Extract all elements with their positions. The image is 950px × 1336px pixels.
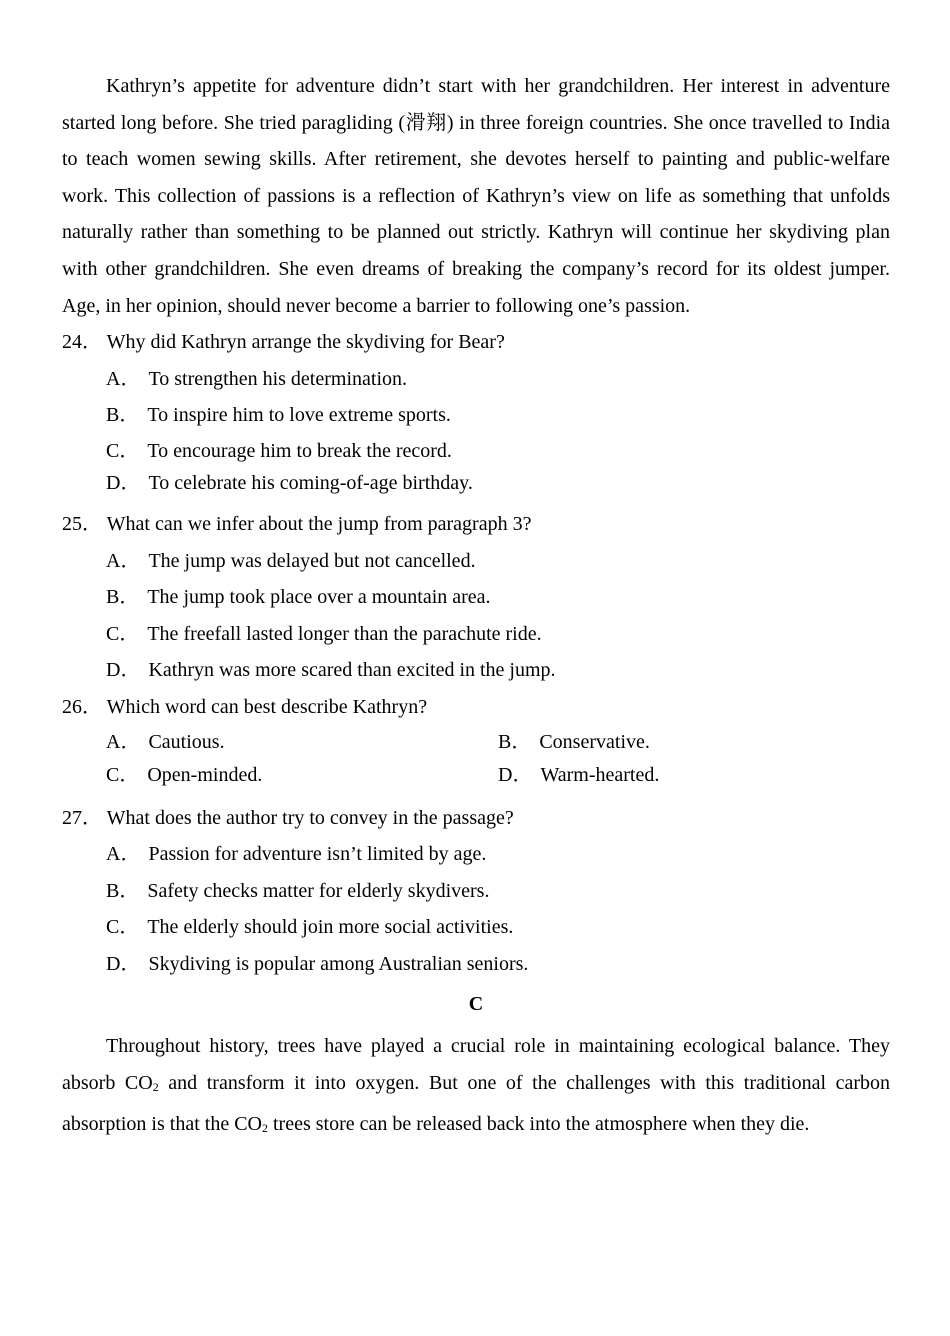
option-letter: B．	[106, 879, 140, 902]
subscript: 2	[152, 1080, 159, 1095]
question-text: Why did Kathryn arrange the skydiving for Bear?	[106, 331, 505, 354]
option-text: To celebrate his coming-of-age birthday.	[148, 471, 473, 494]
option-26-c[interactable]	[106, 759, 498, 792]
option-text: To encourage him to break the record.	[147, 439, 452, 462]
option-letter: A．	[106, 730, 141, 753]
option-text: The freefall lasted longer than the parachute ride.	[147, 622, 542, 645]
option-text: To strengthen his determination.	[148, 367, 407, 390]
option-text: Cautious.	[148, 730, 225, 753]
option-25-b[interactable]	[62, 579, 890, 616]
option-26-a[interactable]	[106, 726, 498, 759]
option-25-c[interactable]	[62, 616, 890, 653]
text-segment: Throughout history, trees have played a crucial role in maintaining ecological balance. They absorb CO	[62, 1035, 890, 1095]
question-number: 24．	[62, 331, 102, 354]
option-26-b[interactable]	[498, 726, 890, 759]
subscript: 2	[261, 1120, 268, 1135]
question-number: 25．	[62, 512, 102, 535]
question-24	[62, 324, 890, 361]
option-letter: C．	[106, 763, 140, 786]
exam-page	[62, 68, 890, 1146]
option-27-c[interactable]	[62, 909, 890, 946]
option-24-c[interactable]	[62, 434, 890, 468]
option-text: The elderly should join more social activities.	[147, 916, 514, 939]
options-row-1	[62, 726, 890, 759]
option-27-a[interactable]	[62, 836, 890, 873]
option-letter: D．	[106, 471, 141, 494]
option-letter: D．	[498, 763, 533, 786]
option-25-a[interactable]	[62, 543, 890, 580]
option-letter: C．	[106, 622, 140, 645]
option-letter: B．	[106, 404, 140, 427]
option-letter: A．	[106, 549, 141, 572]
option-25-d[interactable]	[62, 652, 890, 689]
option-text: Conservative.	[539, 730, 650, 753]
passage-paragraph: Kathryn’s appetite for adventure didn’t start with her grandchildren. Her interest in adventure started long before. She tried paragliding (滑翔) in three foreign countries. She once travelled to India to teach women sewing skills. After retirement, she devotes herself to painting and public-welfare work. This collection of passions is a reflection of Kathryn’s view on life as something that unfolds naturally rather than something to be planned out strictly. Kathryn will continue her skydiving plan with other grandchildren. She even dreams of breaking the company’s record for its oldest jumper. Age, in her opinion, should never become a barrier to following one’s passion.	[62, 75, 890, 317]
option-text: The jump was delayed but not cancelled.	[148, 549, 476, 572]
option-letter: B．	[106, 586, 140, 609]
question-text: What can we infer about the jump from paragraph 3?	[106, 512, 532, 535]
question-25	[62, 506, 890, 543]
question-27	[62, 800, 890, 837]
option-text: To inspire him to love extreme sports.	[147, 404, 451, 427]
question-number: 27．	[62, 806, 102, 829]
option-24-b[interactable]	[62, 397, 890, 434]
question-text: Which word can best describe Kathryn?	[106, 695, 428, 718]
option-letter: B．	[498, 730, 532, 753]
option-text: Warm-hearted.	[540, 763, 660, 786]
option-27-b[interactable]	[62, 873, 890, 910]
question-26	[62, 689, 890, 726]
option-26-d[interactable]	[498, 759, 890, 792]
section-heading: C	[468, 993, 484, 1016]
option-text: The jump took place over a mountain area.	[147, 586, 491, 609]
option-text: Kathryn was more scared than excited in the jump.	[148, 659, 556, 682]
option-letter: D．	[106, 952, 141, 975]
option-letter: A．	[106, 367, 141, 390]
option-text: Open-minded.	[147, 763, 263, 786]
option-text: Safety checks matter for elderly skydivers.	[147, 879, 490, 902]
option-letter: C．	[106, 439, 140, 462]
option-27-d[interactable]	[62, 946, 890, 983]
option-letter: A．	[106, 843, 141, 866]
section-c-paragraph	[62, 1028, 890, 1146]
text-segment: and transform it into oxygen. But one of the challenges with this traditional carbon absorption is that the CO	[62, 1072, 890, 1135]
question-text: What does the author try to convey in the passage?	[106, 806, 514, 829]
options-row-2	[62, 759, 890, 792]
option-24-a[interactable]	[62, 361, 890, 398]
question-number: 26．	[62, 695, 102, 718]
option-letter: D．	[106, 659, 141, 682]
text-segment: trees store can be released back into the atmosphere when they die.	[267, 1112, 810, 1135]
option-text: Passion for adventure isn’t limited by age.	[148, 843, 487, 866]
option-text: Skydiving is popular among Australian seniors.	[148, 952, 529, 975]
option-24-d[interactable]	[62, 468, 890, 498]
option-letter: C．	[106, 916, 140, 939]
